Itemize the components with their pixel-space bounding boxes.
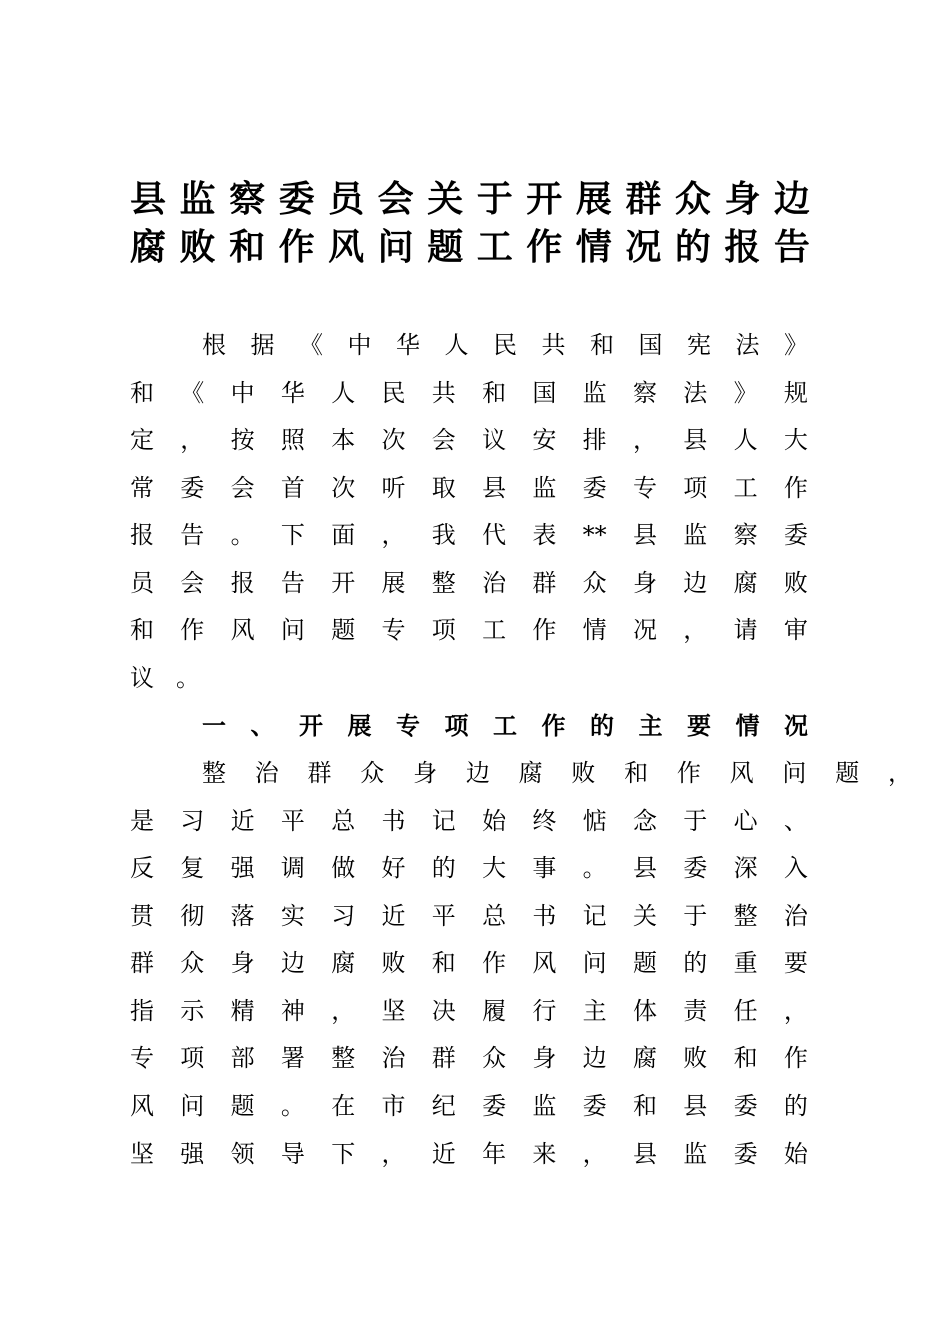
paragraph-1-line-2: 和 《 中 华 人 民 共 和 国 监 察 法 》 规 xyxy=(130,379,808,407)
paragraph-1-line-7: 和 作 风 问 题 专 项 工 作 情 况 ， 请 审 xyxy=(130,616,808,644)
paragraph-2-line-9: 坚 强 领 导 下 ， 近 年 来 ， 县 监 委 始 xyxy=(130,1140,808,1168)
paragraph-2-line-1: 整 治 群 众 身 边 腐 败 和 作 风 问 题 ， xyxy=(202,759,912,787)
paragraph-2-line-3: 反 复 强 调 做 好 的 大 事 。 县 委 深 入 xyxy=(130,854,808,882)
paragraph-1-line-5: 报 告 。 下 面 ， 我 代 表 ** 县 监 察 委 xyxy=(130,521,808,549)
paragraph-2-line-4: 贯 彻 落 实 习 近 平 总 书 记 关 于 整 治 xyxy=(130,902,808,930)
paragraph-1-line-1: 根 据 《 中 华 人 民 共 和 国 宪 法 》 xyxy=(202,331,808,359)
title-line-2: 腐 败 和 作 风 问 题 工 作 情 况 的 报 告 xyxy=(130,227,810,268)
paragraph-1-line-4: 常 委 会 首 次 听 取 县 监 委 专 项 工 作 xyxy=(130,474,808,502)
paragraph-1-line-8: 议 。 xyxy=(130,664,200,692)
paragraph-1-line-3: 定 ， 按 照 本 次 会 议 安 排 ， 县 人 大 xyxy=(130,426,808,454)
paragraph-2-line-2: 是 习 近 平 总 书 记 始 终 惦 念 于 心 、 xyxy=(130,807,808,835)
paragraph-2-line-7: 专 项 部 署 整 治 群 众 身 边 腐 败 和 作 xyxy=(130,1044,808,1072)
paragraph-2-line-5: 群 众 身 边 腐 败 和 作 风 问 题 的 重 要 xyxy=(130,949,808,977)
paragraph-2-line-8: 风 问 题 。 在 市 纪 委 监 委 和 县 委 的 xyxy=(130,1092,808,1120)
section-heading-1: 一 、 开 展 专 项 工 作 的 主 要 情 况 xyxy=(202,711,808,740)
paragraph-2-line-6: 指 示 精 神 ， 坚 决 履 行 主 体 责 任 ， xyxy=(130,997,808,1025)
title-line-1: 县 监 察 委 员 会 关 于 开 展 群 众 身 边 xyxy=(130,179,810,220)
paragraph-1-line-6: 员 会 报 告 开 展 整 治 群 众 身 边 腐 败 xyxy=(130,569,808,597)
